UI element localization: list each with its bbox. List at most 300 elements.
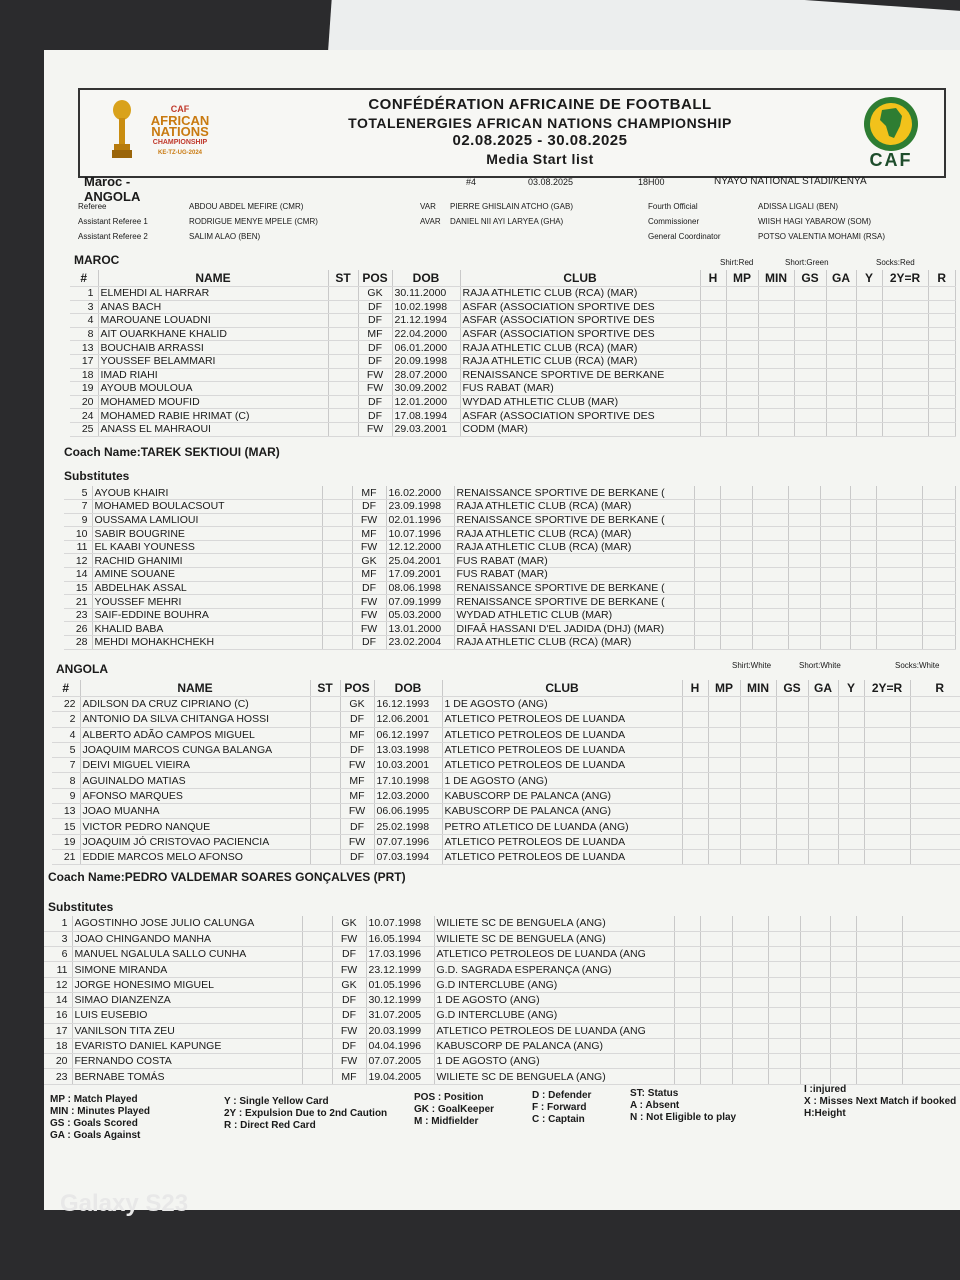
stat-cell xyxy=(928,395,956,409)
stat-cell xyxy=(826,422,856,436)
player-club: 1 DE AGOSTO (ANG) xyxy=(442,773,682,788)
stat-cell xyxy=(928,382,956,396)
official-role: Commissioner xyxy=(648,217,700,226)
stat-cell xyxy=(864,742,910,757)
stat-cell xyxy=(788,500,820,514)
player-position: FW xyxy=(358,422,392,436)
stat-cell xyxy=(720,527,752,541)
player-number: 5 xyxy=(64,486,92,500)
stat-cell xyxy=(768,1069,800,1084)
player-dob: 20.03.1999 xyxy=(366,1023,434,1038)
player-status xyxy=(328,395,358,409)
chan-logo xyxy=(108,96,218,168)
stat-cell xyxy=(838,788,864,803)
stat-cell xyxy=(800,1008,830,1023)
document-header xyxy=(78,88,946,178)
player-status xyxy=(322,513,352,527)
stat-cell xyxy=(720,500,752,514)
official-name: SALIM ALAO (BEN) xyxy=(189,232,261,241)
column-header: DOB xyxy=(392,270,460,287)
stat-cell xyxy=(826,409,856,423)
player-club: PETRO ATLETICO DE LUANDA (ANG) xyxy=(442,819,682,834)
player-number: 22 xyxy=(52,697,80,712)
stat-cell xyxy=(864,849,910,864)
stat-cell xyxy=(820,595,850,609)
player-status xyxy=(328,300,358,314)
stat-cell xyxy=(830,1008,856,1023)
stat-cell xyxy=(856,977,902,992)
stat-cell xyxy=(850,486,876,500)
player-club: KABUSCORP DE PALANCA (ANG) xyxy=(434,1038,674,1053)
stat-cell xyxy=(800,962,830,977)
player-status xyxy=(328,341,358,355)
team-label-angola: ANGOLA xyxy=(56,662,108,676)
player-position: DF xyxy=(332,1008,366,1023)
player-dob: 30.09.2002 xyxy=(392,382,460,396)
player-club: ATLETICO PETROLEOS DE LUANDA xyxy=(442,742,682,757)
player-status xyxy=(302,1008,332,1023)
player-dob: 30.11.2000 xyxy=(392,287,460,301)
player-status xyxy=(310,804,340,819)
stat-cell xyxy=(682,849,708,864)
legend-positions: POS : Position GK : GoalKeeper M : Midfielder xyxy=(414,1092,495,1127)
stat-cell xyxy=(864,834,910,849)
stat-cell xyxy=(726,287,758,301)
match-time: 18H00 xyxy=(638,177,665,187)
stat-cell xyxy=(726,314,758,328)
player-position: DF xyxy=(352,636,386,650)
column-header: GA xyxy=(808,680,838,697)
player-dob: 19.04.2005 xyxy=(366,1069,434,1084)
stat-cell xyxy=(776,819,808,834)
stat-cell xyxy=(758,409,794,423)
maroc-subs-table xyxy=(64,486,956,650)
stat-cell xyxy=(850,540,876,554)
stat-cell xyxy=(922,595,956,609)
player-row xyxy=(70,354,956,368)
player-row xyxy=(52,788,960,803)
player-dob: 10.07.1996 xyxy=(386,527,454,541)
stat-cell xyxy=(776,727,808,742)
player-position: MF xyxy=(352,527,386,541)
stat-cell xyxy=(808,849,838,864)
player-number: 25 xyxy=(70,422,98,436)
stat-cell xyxy=(808,697,838,712)
stat-cell xyxy=(700,395,726,409)
stat-cell xyxy=(674,1023,700,1038)
legend-stats: MP : Match Played MIN : Minutes Played GS : Goals Scored GA : Goals Against xyxy=(50,1094,151,1141)
stat-cell xyxy=(752,568,788,582)
stat-cell xyxy=(838,849,864,864)
player-row xyxy=(52,819,960,834)
player-number: 12 xyxy=(44,977,72,992)
stat-cell xyxy=(808,834,838,849)
player-dob: 10.02.1998 xyxy=(392,300,460,314)
player-dob: 29.03.2001 xyxy=(392,422,460,436)
player-name: MOHAMED MOUFID xyxy=(98,395,328,409)
stat-cell xyxy=(864,788,910,803)
player-name: ELMEHDI AL HARRAR xyxy=(98,287,328,301)
stat-cell xyxy=(788,622,820,636)
player-number: 19 xyxy=(52,834,80,849)
stat-cell xyxy=(838,712,864,727)
column-header: NAME xyxy=(98,270,328,287)
player-dob: 17.10.1998 xyxy=(374,773,442,788)
stat-cell xyxy=(856,314,882,328)
player-dob: 16.02.2000 xyxy=(386,486,454,500)
player-number: 13 xyxy=(70,341,98,355)
player-number: 23 xyxy=(44,1069,72,1084)
maroc-starters-table xyxy=(70,270,956,437)
stat-cell xyxy=(768,992,800,1007)
player-status xyxy=(322,581,352,595)
player-name: EL KAABI YOUNESS xyxy=(92,540,322,554)
player-position: FW xyxy=(340,834,374,849)
angola-kit-socks: Socks:White xyxy=(895,661,940,670)
team-label-maroc: MAROC xyxy=(74,253,120,267)
player-number: 4 xyxy=(70,314,98,328)
player-dob: 06.01.2000 xyxy=(392,341,460,355)
stat-cell xyxy=(830,992,856,1007)
officials-row xyxy=(44,202,960,217)
stat-cell xyxy=(876,581,922,595)
column-header: R xyxy=(910,680,960,697)
player-name: SABIR BOUGRINE xyxy=(92,527,322,541)
stat-cell xyxy=(700,992,732,1007)
stat-cell xyxy=(708,788,740,803)
stat-cell xyxy=(758,300,794,314)
player-row xyxy=(70,368,956,382)
logo-championship: CHAMPIONSHIP xyxy=(152,139,208,146)
stat-cell xyxy=(726,368,758,382)
stat-cell xyxy=(922,622,956,636)
legend-other: I :injured X : Misses Next Match if booked H:Height xyxy=(804,1084,957,1119)
stat-cell xyxy=(682,804,708,819)
player-dob: 23.02.2004 xyxy=(386,636,454,650)
stat-cell xyxy=(902,931,960,946)
stat-cell xyxy=(794,327,826,341)
player-number: 7 xyxy=(52,758,80,773)
stat-cell xyxy=(682,697,708,712)
player-row xyxy=(52,758,960,773)
stat-cell xyxy=(794,368,826,382)
stat-cell xyxy=(732,947,768,962)
player-row xyxy=(44,1054,960,1069)
stat-cell xyxy=(674,916,700,931)
column-header: MP xyxy=(708,680,740,697)
stat-cell xyxy=(788,568,820,582)
player-name: DEIVI MIGUEL VIEIRA xyxy=(80,758,310,773)
official-role: Fourth Official xyxy=(648,202,698,211)
stat-cell xyxy=(694,568,720,582)
stat-cell xyxy=(902,1054,960,1069)
player-number: 17 xyxy=(70,354,98,368)
player-row xyxy=(44,916,960,931)
player-status xyxy=(322,554,352,568)
stat-cell xyxy=(876,527,922,541)
stat-cell xyxy=(808,804,838,819)
stat-cell xyxy=(856,1054,902,1069)
stat-cell xyxy=(768,1054,800,1069)
player-position: FW xyxy=(358,368,392,382)
stat-cell xyxy=(788,554,820,568)
stat-cell xyxy=(876,608,922,622)
player-status xyxy=(310,697,340,712)
player-name: EDDIE MARCOS MELO AFONSO xyxy=(80,849,310,864)
player-name: MOHAMED BOULACSOUT xyxy=(92,500,322,514)
player-row xyxy=(44,962,960,977)
stat-cell xyxy=(694,513,720,527)
stat-cell xyxy=(788,513,820,527)
maroc-coach: Coach Name:TAREK SEKTIOUI (MAR) xyxy=(64,445,280,459)
player-name: LUIS EUSEBIO xyxy=(72,1008,302,1023)
stat-cell xyxy=(700,327,726,341)
stat-cell xyxy=(864,758,910,773)
angola-subs-title: Substitutes xyxy=(48,900,114,914)
stat-cell xyxy=(700,1054,732,1069)
player-row xyxy=(52,804,960,819)
stat-cell xyxy=(740,819,776,834)
stat-cell xyxy=(820,513,850,527)
player-row xyxy=(70,422,956,436)
player-club: CODM (MAR) xyxy=(460,422,700,436)
stat-cell xyxy=(922,540,956,554)
stat-cell xyxy=(700,947,732,962)
player-dob: 21.12.1994 xyxy=(392,314,460,328)
stat-cell xyxy=(876,486,922,500)
stat-cell xyxy=(700,422,726,436)
player-status xyxy=(328,327,358,341)
player-club: KABUSCORP DE PALANCA (ANG) xyxy=(442,788,682,803)
match-date: 03.08.2025 xyxy=(528,177,574,187)
player-dob: 17.09.2001 xyxy=(386,568,454,582)
stat-cell xyxy=(768,1023,800,1038)
column-header: ST xyxy=(310,680,340,697)
stat-cell xyxy=(830,1038,856,1053)
stat-cell xyxy=(700,977,732,992)
stat-cell xyxy=(850,608,876,622)
player-status xyxy=(302,1054,332,1069)
stat-cell xyxy=(758,314,794,328)
stat-cell xyxy=(902,1023,960,1038)
player-status xyxy=(302,916,332,931)
stat-cell xyxy=(820,608,850,622)
player-club: FUS RABAT (MAR) xyxy=(454,568,694,582)
stat-cell xyxy=(740,727,776,742)
stat-cell xyxy=(902,947,960,962)
stat-cell xyxy=(732,1054,768,1069)
player-club: G.D INTERCLUBE (ANG) xyxy=(434,977,674,992)
player-row xyxy=(70,395,956,409)
stat-cell xyxy=(700,1069,732,1084)
stat-cell xyxy=(808,758,838,773)
stat-cell xyxy=(800,916,830,931)
stat-cell xyxy=(752,486,788,500)
player-club: ATLETICO PETROLEOS DE LUANDA xyxy=(442,849,682,864)
player-number: 3 xyxy=(44,931,72,946)
player-row xyxy=(70,314,956,328)
stat-cell xyxy=(902,1008,960,1023)
player-row xyxy=(44,947,960,962)
player-number: 16 xyxy=(44,1008,72,1023)
stat-cell xyxy=(922,513,956,527)
column-header: 2Y=R xyxy=(882,270,928,287)
stat-cell xyxy=(850,568,876,582)
stat-cell xyxy=(700,931,732,946)
stat-cell xyxy=(910,849,960,864)
match-venue: NYAYO NATIONAL STADI/KENYA xyxy=(714,176,867,187)
camera-watermark: Galaxy S23 xyxy=(60,1190,189,1217)
stat-cell xyxy=(864,804,910,819)
player-number: 1 xyxy=(44,916,72,931)
player-status xyxy=(310,712,340,727)
stat-cell xyxy=(838,804,864,819)
player-number: 13 xyxy=(52,804,80,819)
player-number: 5 xyxy=(52,742,80,757)
stat-cell xyxy=(922,608,956,622)
stat-cell xyxy=(910,788,960,803)
official-name: PIERRE GHISLAIN ATCHO (GAB) xyxy=(450,202,573,211)
stat-cell xyxy=(674,1069,700,1084)
stat-cell xyxy=(910,758,960,773)
stat-cell xyxy=(700,382,726,396)
stat-cell xyxy=(732,962,768,977)
player-status xyxy=(310,788,340,803)
player-position: DF xyxy=(358,395,392,409)
stat-cell xyxy=(794,300,826,314)
stat-cell xyxy=(882,382,928,396)
stat-cell xyxy=(902,977,960,992)
stat-cell xyxy=(674,1008,700,1023)
player-name: AGOSTINHO JOSE JULIO CALUNGA xyxy=(72,916,302,931)
logo-caf-text: CAF xyxy=(170,104,190,114)
player-row xyxy=(64,540,956,554)
stat-cell xyxy=(922,554,956,568)
player-dob: 16.12.1993 xyxy=(374,697,442,712)
player-status xyxy=(310,834,340,849)
player-club: ASFAR (ASSOCIATION SPORTIVE DES xyxy=(460,409,700,423)
player-status xyxy=(328,368,358,382)
stat-cell xyxy=(794,382,826,396)
player-name: SAIF-EDDINE BOUHRA xyxy=(92,608,322,622)
player-club: WILIETE SC DE BENGUELA (ANG) xyxy=(434,1069,674,1084)
stat-cell xyxy=(902,1069,960,1084)
player-club: WILIETE SC DE BENGUELA (ANG) xyxy=(434,931,674,946)
column-header: R xyxy=(928,270,956,287)
stat-cell xyxy=(876,595,922,609)
stat-cell xyxy=(740,758,776,773)
official-role: VAR xyxy=(420,202,436,211)
stat-cell xyxy=(674,947,700,962)
stat-cell xyxy=(720,513,752,527)
stat-cell xyxy=(726,354,758,368)
player-dob: 25.02.1998 xyxy=(374,819,442,834)
player-club: 1 DE AGOSTO (ANG) xyxy=(434,1054,674,1069)
stat-cell xyxy=(922,636,956,650)
stat-cell xyxy=(788,540,820,554)
player-position: GK xyxy=(332,916,366,931)
player-position: DF xyxy=(332,947,366,962)
stat-cell xyxy=(800,931,830,946)
player-club: ATLETICO PETROLEOS DE LUANDA xyxy=(442,834,682,849)
player-number: 7 xyxy=(64,500,92,514)
player-number: 8 xyxy=(70,327,98,341)
column-header: Y xyxy=(838,680,864,697)
stat-cell xyxy=(788,608,820,622)
stat-cell xyxy=(740,834,776,849)
stat-cell xyxy=(768,1008,800,1023)
stat-cell xyxy=(708,819,740,834)
player-status xyxy=(328,409,358,423)
stat-cell xyxy=(820,581,850,595)
stat-cell xyxy=(830,962,856,977)
stat-cell xyxy=(720,636,752,650)
document-subtitle: Media Start list xyxy=(486,151,594,167)
stat-cell xyxy=(882,422,928,436)
player-dob: 10.07.1998 xyxy=(366,916,434,931)
stat-cell xyxy=(776,773,808,788)
stat-cell xyxy=(700,300,726,314)
player-position: FW xyxy=(340,758,374,773)
header-titles xyxy=(260,96,820,168)
player-number: 11 xyxy=(64,540,92,554)
stat-cell xyxy=(708,849,740,864)
stat-cell xyxy=(808,727,838,742)
column-header: NAME xyxy=(80,680,310,697)
player-number: 1 xyxy=(70,287,98,301)
stat-cell xyxy=(726,409,758,423)
stat-cell xyxy=(856,422,882,436)
stat-cell xyxy=(720,622,752,636)
player-status xyxy=(328,382,358,396)
player-name: OUSSAMA LAMLIOUI xyxy=(92,513,322,527)
stat-cell xyxy=(820,486,850,500)
stat-cell xyxy=(830,977,856,992)
stat-cell xyxy=(850,636,876,650)
stat-cell xyxy=(726,300,758,314)
stat-cell xyxy=(694,622,720,636)
player-status xyxy=(302,1069,332,1084)
column-header: DOB xyxy=(374,680,442,697)
player-name: JORGE HONESIMO MIGUEL xyxy=(72,977,302,992)
stat-cell xyxy=(850,500,876,514)
stat-cell xyxy=(856,287,882,301)
stat-cell xyxy=(794,409,826,423)
stat-cell xyxy=(856,341,882,355)
stat-cell xyxy=(708,712,740,727)
stat-cell xyxy=(882,341,928,355)
column-header: MP xyxy=(726,270,758,287)
player-number: 11 xyxy=(44,962,72,977)
stat-cell xyxy=(808,788,838,803)
player-dob: 22.04.2000 xyxy=(392,327,460,341)
player-position: DF xyxy=(358,409,392,423)
stat-cell xyxy=(740,804,776,819)
player-status xyxy=(310,819,340,834)
stat-cell xyxy=(700,409,726,423)
official-role: AVAR xyxy=(420,217,441,226)
player-dob: 13.03.1998 xyxy=(374,742,442,757)
stat-cell xyxy=(928,300,956,314)
stat-cell xyxy=(826,327,856,341)
player-club: RAJA ATHLETIC CLUB (RCA) (MAR) xyxy=(454,500,694,514)
player-number: 9 xyxy=(64,513,92,527)
stat-cell xyxy=(826,341,856,355)
stat-cell xyxy=(850,581,876,595)
stat-cell xyxy=(752,608,788,622)
column-header: POS xyxy=(358,270,392,287)
player-name: RACHID GHANIMI xyxy=(92,554,322,568)
